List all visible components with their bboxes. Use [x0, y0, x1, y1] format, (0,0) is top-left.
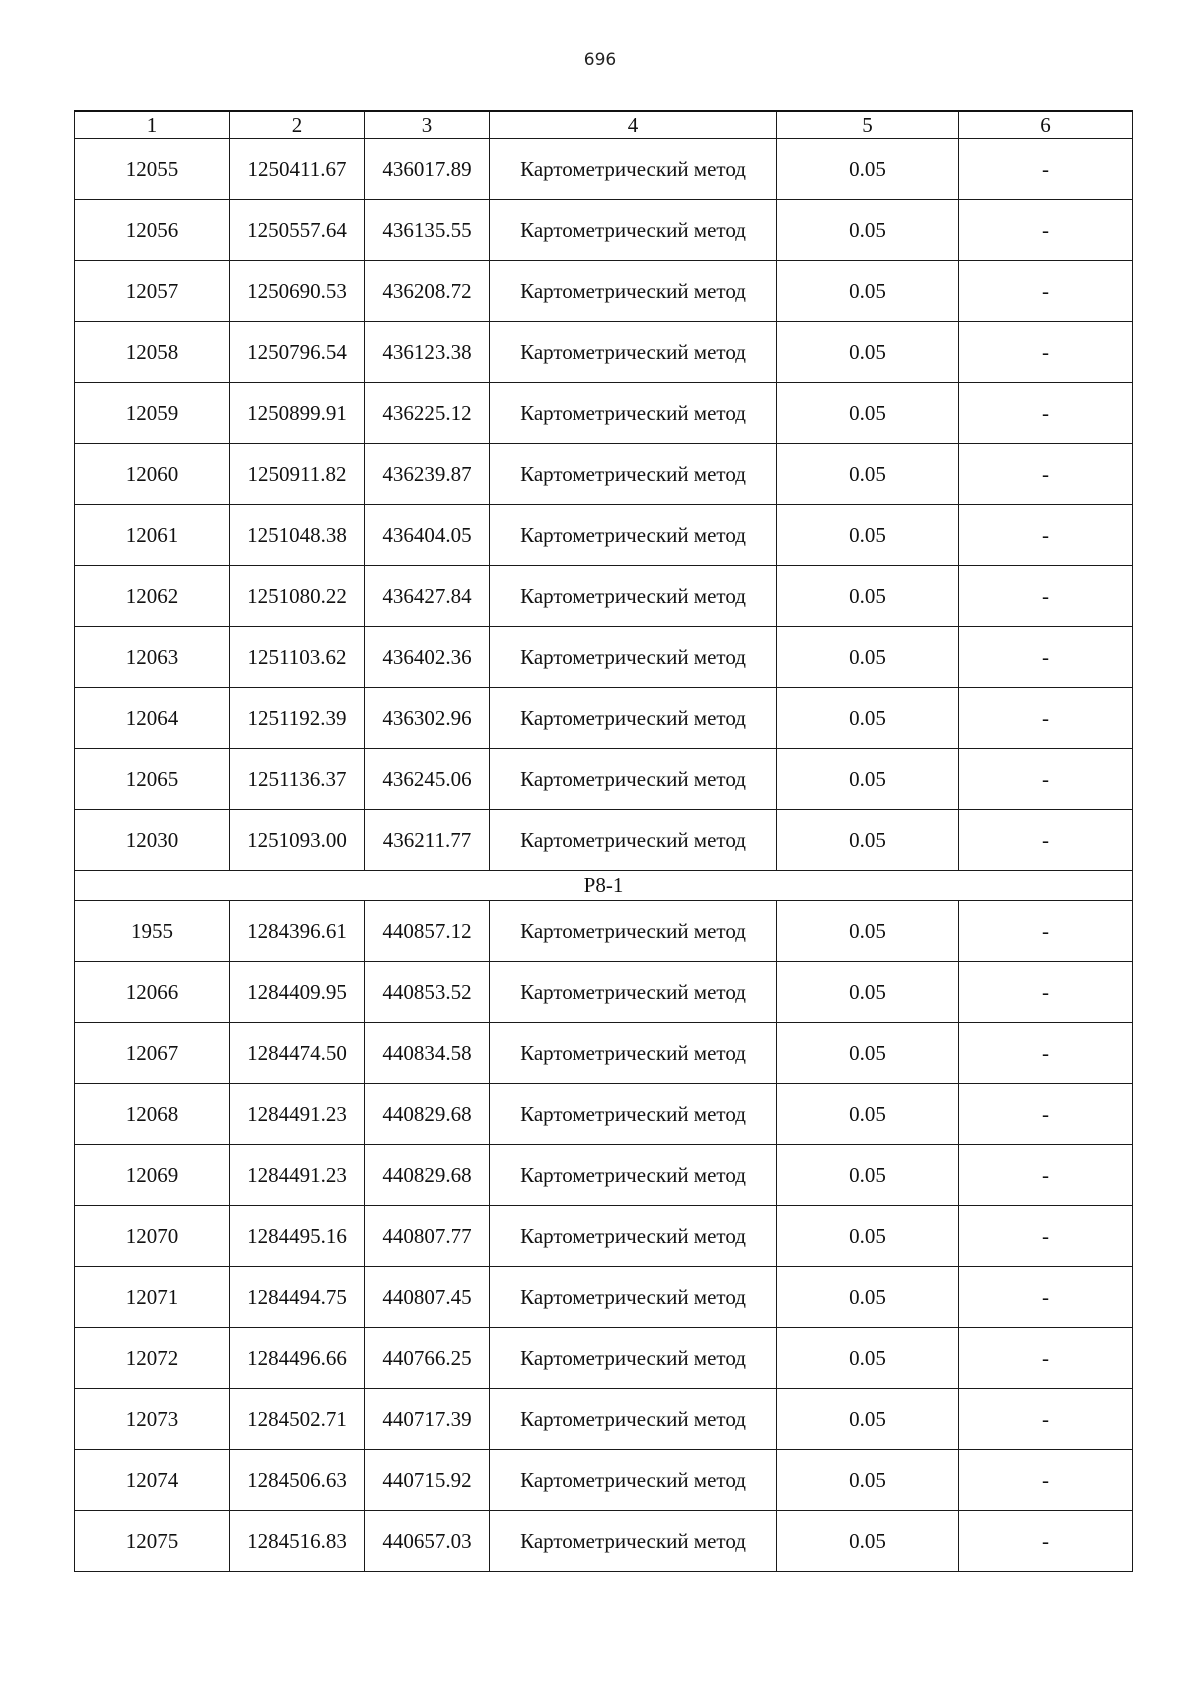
point-number-cell: 12059 — [75, 383, 230, 444]
point-number-cell: 12063 — [75, 627, 230, 688]
y-coordinate-cell: 436225.12 — [365, 383, 490, 444]
method-cell: Картометрический метод — [490, 1206, 777, 1267]
column-header-5: 5 — [777, 111, 959, 139]
table-row — [75, 1084, 1133, 1145]
point-number-cell: 12058 — [75, 322, 230, 383]
point-number-cell: 12067 — [75, 1023, 230, 1084]
accuracy-cell: 0.05 — [777, 1084, 959, 1145]
method-cell: Картометрический метод — [490, 261, 777, 322]
point-number-cell: 12061 — [75, 505, 230, 566]
point-number-cell: 12072 — [75, 1328, 230, 1389]
y-coordinate-cell: 436123.38 — [365, 322, 490, 383]
x-coordinate-cell: 1251136.37 — [230, 749, 365, 810]
table-row — [75, 1389, 1133, 1450]
point-number-cell: 12075 — [75, 1511, 230, 1572]
x-coordinate-cell: 1284409.95 — [230, 962, 365, 1023]
page-number: 696 — [583, 50, 617, 70]
method-cell: Картометрический метод — [490, 383, 777, 444]
method-cell: Картометрический метод — [490, 688, 777, 749]
method-cell: Картометрический метод — [490, 627, 777, 688]
note-cell: - — [959, 962, 1133, 1023]
note-cell: - — [959, 1206, 1133, 1267]
note-cell: - — [959, 810, 1133, 871]
table-row — [75, 749, 1133, 810]
y-coordinate-cell: 436427.84 — [365, 566, 490, 627]
note-cell: - — [959, 1023, 1133, 1084]
y-coordinate-cell: 440829.68 — [365, 1145, 490, 1206]
table-row — [75, 139, 1133, 200]
accuracy-cell: 0.05 — [777, 1206, 959, 1267]
accuracy-cell: 0.05 — [777, 1511, 959, 1572]
x-coordinate-cell: 1284494.75 — [230, 1267, 365, 1328]
note-cell: - — [959, 1145, 1133, 1206]
table-row — [75, 1267, 1133, 1328]
note-cell: - — [959, 139, 1133, 200]
x-coordinate-cell: 1284506.63 — [230, 1450, 365, 1511]
x-coordinate-cell: 1250557.64 — [230, 200, 365, 261]
y-coordinate-cell: 440853.52 — [365, 962, 490, 1023]
y-coordinate-cell: 440807.45 — [365, 1267, 490, 1328]
table-row — [75, 688, 1133, 749]
accuracy-cell: 0.05 — [777, 627, 959, 688]
accuracy-cell: 0.05 — [777, 505, 959, 566]
y-coordinate-cell: 436135.55 — [365, 200, 490, 261]
x-coordinate-cell: 1284491.23 — [230, 1084, 365, 1145]
method-cell: Картометрический метод — [490, 1328, 777, 1389]
table-row — [75, 810, 1133, 871]
accuracy-cell: 0.05 — [777, 962, 959, 1023]
table-row — [75, 962, 1133, 1023]
method-cell: Картометрический метод — [490, 444, 777, 505]
note-cell: - — [959, 383, 1133, 444]
y-coordinate-cell: 436302.96 — [365, 688, 490, 749]
y-coordinate-cell: 440807.77 — [365, 1206, 490, 1267]
accuracy-cell: 0.05 — [777, 444, 959, 505]
x-coordinate-cell: 1250899.91 — [230, 383, 365, 444]
y-coordinate-cell: 436402.36 — [365, 627, 490, 688]
note-cell: - — [959, 627, 1133, 688]
x-coordinate-cell: 1250796.54 — [230, 322, 365, 383]
y-coordinate-cell: 440857.12 — [365, 901, 490, 962]
y-coordinate-cell: 436208.72 — [365, 261, 490, 322]
note-cell: - — [959, 566, 1133, 627]
table-row — [75, 1450, 1133, 1511]
x-coordinate-cell: 1284516.83 — [230, 1511, 365, 1572]
method-cell: Картометрический метод — [490, 1450, 777, 1511]
point-number-cell: 12064 — [75, 688, 230, 749]
accuracy-cell: 0.05 — [777, 566, 959, 627]
method-cell: Картометрический метод — [490, 1389, 777, 1450]
method-cell: Картометрический метод — [490, 505, 777, 566]
y-coordinate-cell: 436017.89 — [365, 139, 490, 200]
table-row — [75, 627, 1133, 688]
note-cell: - — [959, 1389, 1133, 1450]
accuracy-cell: 0.05 — [777, 1450, 959, 1511]
accuracy-cell: 0.05 — [777, 749, 959, 810]
accuracy-cell: 0.05 — [777, 1267, 959, 1328]
point-number-cell: 12068 — [75, 1084, 230, 1145]
accuracy-cell: 0.05 — [777, 322, 959, 383]
x-coordinate-cell: 1284495.16 — [230, 1206, 365, 1267]
section-title: Р8-1 — [75, 871, 1133, 901]
method-cell: Картометрический метод — [490, 1511, 777, 1572]
table-body — [75, 139, 1133, 1572]
coordinates-table — [74, 110, 1133, 1572]
point-number-cell: 12071 — [75, 1267, 230, 1328]
table-row — [75, 444, 1133, 505]
y-coordinate-cell: 440829.68 — [365, 1084, 490, 1145]
y-coordinate-cell: 436245.06 — [365, 749, 490, 810]
table-row — [75, 901, 1133, 962]
note-cell: - — [959, 1511, 1133, 1572]
note-cell: - — [959, 1267, 1133, 1328]
y-coordinate-cell: 436211.77 — [365, 810, 490, 871]
table-row — [75, 261, 1133, 322]
y-coordinate-cell: 440766.25 — [365, 1328, 490, 1389]
point-number-cell: 12030 — [75, 810, 230, 871]
method-cell: Картометрический метод — [490, 749, 777, 810]
column-header-1: 1 — [75, 111, 230, 139]
method-cell: Картометрический метод — [490, 1145, 777, 1206]
point-number-cell: 12074 — [75, 1450, 230, 1511]
point-number-cell: 12055 — [75, 139, 230, 200]
column-header-4: 4 — [490, 111, 777, 139]
table-row — [75, 1206, 1133, 1267]
x-coordinate-cell: 1284474.50 — [230, 1023, 365, 1084]
x-coordinate-cell: 1251048.38 — [230, 505, 365, 566]
table-row — [75, 200, 1133, 261]
table-row — [75, 1145, 1133, 1206]
x-coordinate-cell: 1284396.61 — [230, 901, 365, 962]
table-row — [75, 505, 1133, 566]
y-coordinate-cell: 436239.87 — [365, 444, 490, 505]
column-header-2: 2 — [230, 111, 365, 139]
x-coordinate-cell: 1284496.66 — [230, 1328, 365, 1389]
point-number-cell: 12062 — [75, 566, 230, 627]
accuracy-cell: 0.05 — [777, 261, 959, 322]
table-row — [75, 566, 1133, 627]
method-cell: Картометрический метод — [490, 1084, 777, 1145]
point-number-cell: 12073 — [75, 1389, 230, 1450]
x-coordinate-cell: 1284491.23 — [230, 1145, 365, 1206]
y-coordinate-cell: 436404.05 — [365, 505, 490, 566]
column-number-header-row — [75, 111, 1133, 139]
accuracy-cell: 0.05 — [777, 688, 959, 749]
x-coordinate-cell: 1251080.22 — [230, 566, 365, 627]
x-coordinate-cell: 1250690.53 — [230, 261, 365, 322]
accuracy-cell: 0.05 — [777, 200, 959, 261]
method-cell: Картометрический метод — [490, 322, 777, 383]
method-cell: Картометрический метод — [490, 901, 777, 962]
note-cell: - — [959, 322, 1133, 383]
column-header-3: 3 — [365, 111, 490, 139]
method-cell: Картометрический метод — [490, 1267, 777, 1328]
method-cell: Картометрический метод — [490, 139, 777, 200]
x-coordinate-cell: 1251093.00 — [230, 810, 365, 871]
table-row — [75, 1511, 1133, 1572]
method-cell: Картометрический метод — [490, 1023, 777, 1084]
note-cell: - — [959, 444, 1133, 505]
accuracy-cell: 0.05 — [777, 901, 959, 962]
note-cell: - — [959, 688, 1133, 749]
method-cell: Картометрический метод — [490, 962, 777, 1023]
method-cell: Картометрический метод — [490, 566, 777, 627]
point-number-cell: 12057 — [75, 261, 230, 322]
method-cell: Картометрический метод — [490, 810, 777, 871]
method-cell: Картометрический метод — [490, 200, 777, 261]
accuracy-cell: 0.05 — [777, 810, 959, 871]
note-cell: - — [959, 505, 1133, 566]
x-coordinate-cell: 1284502.71 — [230, 1389, 365, 1450]
point-number-cell: 12065 — [75, 749, 230, 810]
note-cell: - — [959, 1450, 1133, 1511]
column-header-6: 6 — [959, 111, 1133, 139]
note-cell: - — [959, 749, 1133, 810]
table-row — [75, 383, 1133, 444]
table-row — [75, 1023, 1133, 1084]
y-coordinate-cell: 440717.39 — [365, 1389, 490, 1450]
y-coordinate-cell: 440657.03 — [365, 1511, 490, 1572]
x-coordinate-cell: 1250411.67 — [230, 139, 365, 200]
note-cell: - — [959, 1084, 1133, 1145]
note-cell: - — [959, 261, 1133, 322]
table-row — [75, 1328, 1133, 1389]
y-coordinate-cell: 440715.92 — [365, 1450, 490, 1511]
point-number-cell: 1955 — [75, 901, 230, 962]
accuracy-cell: 0.05 — [777, 1023, 959, 1084]
point-number-cell: 12070 — [75, 1206, 230, 1267]
table-row — [75, 322, 1133, 383]
x-coordinate-cell: 1251103.62 — [230, 627, 365, 688]
section-title-row — [75, 871, 1133, 901]
accuracy-cell: 0.05 — [777, 139, 959, 200]
note-cell: - — [959, 200, 1133, 261]
x-coordinate-cell: 1250911.82 — [230, 444, 365, 505]
point-number-cell: 12066 — [75, 962, 230, 1023]
point-number-cell: 12056 — [75, 200, 230, 261]
note-cell: - — [959, 901, 1133, 962]
accuracy-cell: 0.05 — [777, 1389, 959, 1450]
y-coordinate-cell: 440834.58 — [365, 1023, 490, 1084]
accuracy-cell: 0.05 — [777, 383, 959, 444]
note-cell: - — [959, 1328, 1133, 1389]
point-number-cell: 12060 — [75, 444, 230, 505]
accuracy-cell: 0.05 — [777, 1145, 959, 1206]
x-coordinate-cell: 1251192.39 — [230, 688, 365, 749]
accuracy-cell: 0.05 — [777, 1328, 959, 1389]
point-number-cell: 12069 — [75, 1145, 230, 1206]
